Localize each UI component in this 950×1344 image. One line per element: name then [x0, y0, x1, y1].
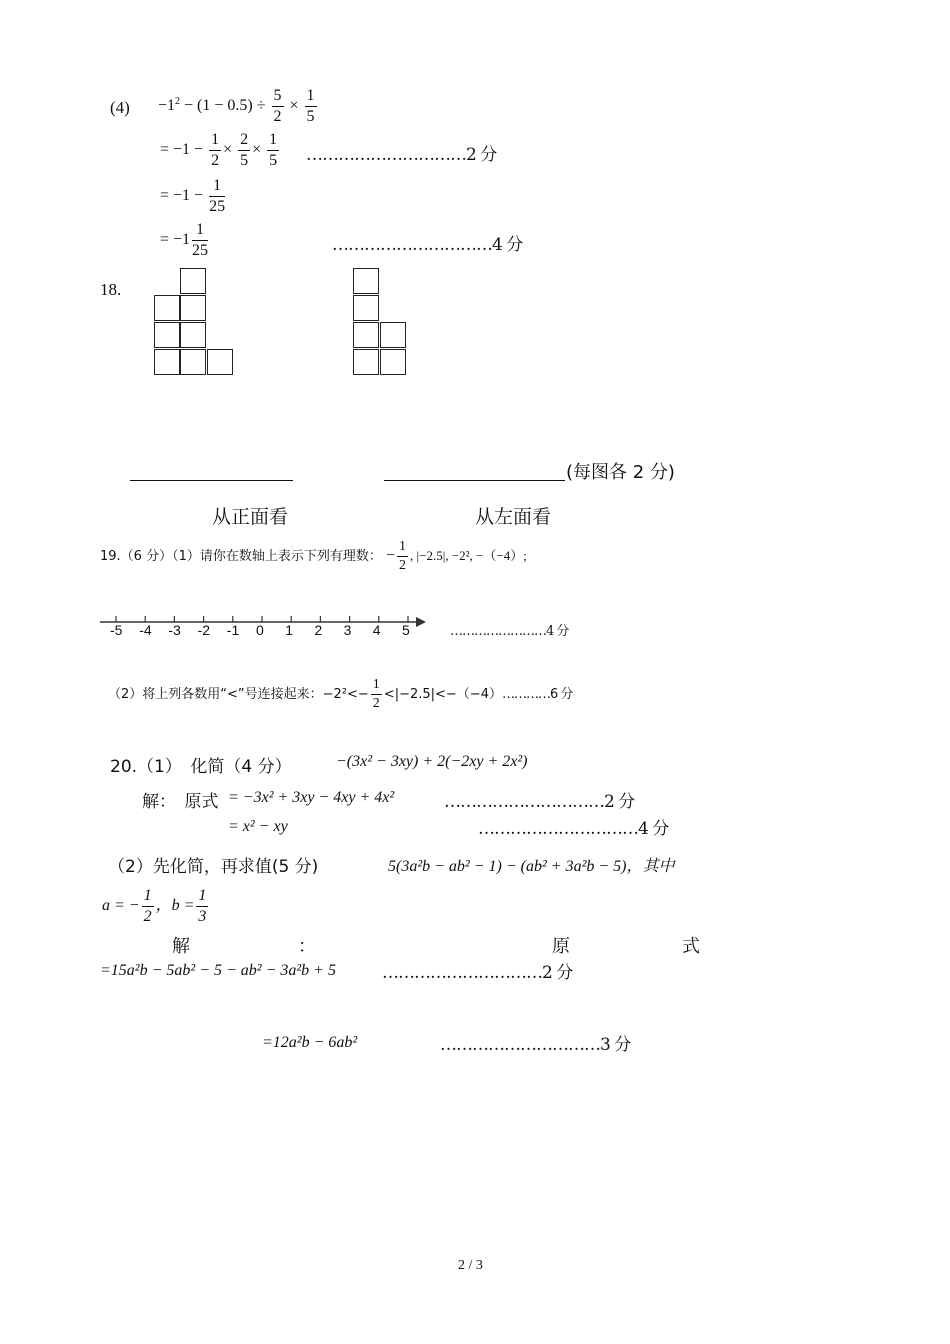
axis-label: -3: [168, 622, 181, 638]
grid-square: [207, 349, 233, 375]
grid-square: [154, 295, 180, 321]
q20-solution-label: 解： 原式: [142, 792, 219, 812]
q20-sol-line2: = x² − xy: [228, 818, 288, 835]
grid-square: [380, 349, 406, 375]
q20-p2-label: （2）先化简，再求值(5 分): [108, 857, 319, 877]
grid-square: [180, 322, 206, 348]
axis-label: -2: [197, 622, 211, 638]
q17-score-4: …………………………4 分: [332, 235, 523, 255]
grid-square: [353, 349, 379, 375]
axis-label: -4: [139, 622, 152, 638]
q17-line4: = −1 $\frac{1}{25}$: [160, 221, 209, 259]
q20-s-line1: =15a²b − 5ab² − 5 − ab² − 3a²b + 5: [100, 962, 336, 979]
q20-p2-expr: 5(3a²b − ab² − 1) − (ab² + 3a²b − 5)，其中: [388, 858, 675, 875]
axis-label: 4: [372, 622, 381, 638]
q20-sol-line1: = −3x² + 3xy − 4xy + 4x²: [228, 789, 395, 806]
shi-char: 式: [682, 936, 700, 957]
grid-square: [154, 322, 180, 348]
front-view-caption: 从正面看: [212, 506, 289, 528]
q20-given-values: a = − $\frac{1}{2}$ ，b = $\frac{1}{3}$: [102, 887, 207, 925]
q20-s-score-2: …………………………2 分: [382, 963, 573, 983]
q20-sol-score-2: …………………………2 分: [444, 792, 635, 812]
jie-char: 解: [172, 936, 190, 957]
axis-label: 5: [402, 622, 410, 638]
q20-s-line2: =12a²b − 6ab²: [262, 1034, 358, 1051]
q17-score-2: …………………………2 分: [306, 145, 497, 165]
answer-blank-front: [130, 480, 293, 481]
left-view-caption: 从左面看: [475, 506, 552, 528]
axis-label: 2: [314, 622, 323, 638]
grid-square: [353, 295, 379, 321]
q19-axis-score: ……………………4 分: [450, 624, 569, 639]
q17-line1: $-1^2 - (1 - 0.5)$ ÷ $\frac{5}{2}$ × $\frac{1}{5}$: [158, 87, 315, 125]
grid-square: [353, 322, 379, 348]
grid-square: [180, 295, 206, 321]
q17-line3: = −1 − $\frac{1}{25}$: [160, 177, 226, 215]
q19-part1: 19.（6 分）（1）请你在数轴上表示下列有理数： − $\frac{1}{2}$ , |−2.5|, −2², −（−4）;: [100, 539, 527, 573]
axis-label: 3: [343, 622, 352, 638]
q20-p1-expr: −(3x² − 3xy) + 2(−2xy + 2x²): [336, 753, 528, 770]
grid-square: [180, 268, 206, 294]
grid-square: [353, 268, 379, 294]
yuan-char: 原: [552, 936, 570, 957]
q18-score: (每图各 2 分): [566, 462, 675, 483]
axis-label: 1: [285, 622, 293, 638]
q20-s-score-3: …………………………3 分: [440, 1035, 631, 1055]
q17-label: (4): [110, 98, 130, 117]
colon-char: ：: [298, 936, 316, 957]
q20-sol-score-4: …………………………4 分: [478, 819, 669, 839]
axis-label: 0: [256, 622, 264, 638]
grid-square: [154, 349, 180, 375]
answer-blank-left: [384, 480, 565, 481]
page-number: 2 / 3: [458, 1258, 483, 1273]
grid-square: [380, 322, 406, 348]
q18-label: 18.: [100, 280, 122, 299]
q19-part2: （2）将上列各数用“<”号连接起来：−2²<− $\frac{1}{2}$ <|−2.5|<−（−4）…………6 分: [108, 677, 573, 711]
q20-p1-label: 20.（1） 化简（4 分）: [110, 757, 292, 777]
q17-line2: = −1 − $\frac{1}{2}$ × $\frac{2}{5}$ × $\frac{1}{5}$: [160, 131, 278, 169]
axis-label: -5: [110, 622, 123, 638]
axis-label: -1: [226, 622, 240, 638]
grid-square: [180, 349, 206, 375]
